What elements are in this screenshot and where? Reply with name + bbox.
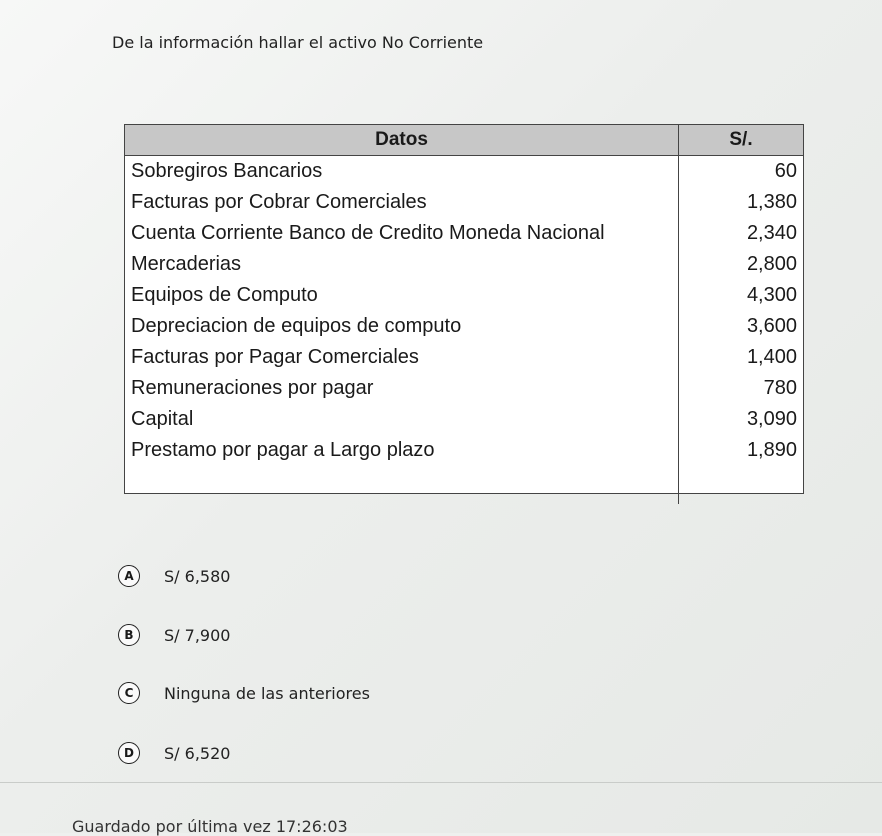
empty-cell <box>125 466 679 504</box>
option-d[interactable] <box>118 742 230 764</box>
option-text[interactable]: S/ 7,900 <box>164 625 231 645</box>
table-row <box>125 311 803 342</box>
table-row <box>125 280 803 311</box>
row-name: Remuneraciones por pagar <box>125 373 679 404</box>
data-table-grid <box>125 125 803 504</box>
last-saved-text: Guardado por última vez 17:26:03 <box>72 817 348 836</box>
row-name: Prestamo por pagar a Largo plazo <box>125 435 679 466</box>
row-name: Sobregiros Bancarios <box>125 156 679 188</box>
row-value: 2,340 <box>746 222 797 244</box>
table-row <box>125 342 803 373</box>
row-name: Capital <box>125 404 679 435</box>
row-value: 4,300 <box>746 284 797 306</box>
option-a[interactable] <box>118 565 230 587</box>
row-name: Mercaderias <box>125 249 679 280</box>
option-letter-badge[interactable]: B <box>118 624 140 646</box>
header-datos: Datos <box>125 125 679 156</box>
question-text: De la información hallar el activo No Corriente <box>112 33 484 52</box>
table-row <box>125 187 803 218</box>
option-letter-badge[interactable]: C <box>118 682 140 704</box>
row-value: 60 <box>774 160 797 182</box>
row-value: 3,090 <box>746 408 797 430</box>
row-value: 2,800 <box>746 253 797 275</box>
option-text[interactable]: Ninguna de las anteriores <box>164 683 370 703</box>
table-row <box>125 373 803 404</box>
option-letter-badge[interactable]: A <box>118 565 140 587</box>
table-row <box>125 435 803 466</box>
option-c[interactable] <box>118 682 370 704</box>
table-row <box>125 218 803 249</box>
option-text[interactable]: S/ 6,580 <box>164 566 231 586</box>
header-soles: S/. <box>679 125 804 156</box>
table-row <box>125 156 803 188</box>
row-name: Facturas por Cobrar Comerciales <box>125 187 679 218</box>
option-letter-badge[interactable]: D <box>118 742 140 764</box>
row-name: Equipos de Computo <box>125 280 679 311</box>
row-value: 1,400 <box>746 346 797 368</box>
table-empty-row <box>125 466 803 504</box>
row-value: 780 <box>763 377 797 399</box>
row-value: 1,890 <box>746 439 797 461</box>
option-b[interactable] <box>118 624 230 646</box>
row-name: Facturas por Pagar Comerciales <box>125 342 679 373</box>
footer-divider <box>0 782 882 783</box>
option-text[interactable]: S/ 6,520 <box>164 743 231 763</box>
table-row <box>125 404 803 435</box>
table-header-row <box>125 125 803 156</box>
row-value: 1,380 <box>746 191 797 213</box>
row-name: Depreciacion de equipos de computo <box>125 311 679 342</box>
row-name: Cuenta Corriente Banco de Credito Moneda Nacional <box>125 218 679 249</box>
data-table <box>124 124 804 494</box>
row-value: 3,600 <box>746 315 797 337</box>
table-row <box>125 249 803 280</box>
empty-cell <box>679 466 804 504</box>
